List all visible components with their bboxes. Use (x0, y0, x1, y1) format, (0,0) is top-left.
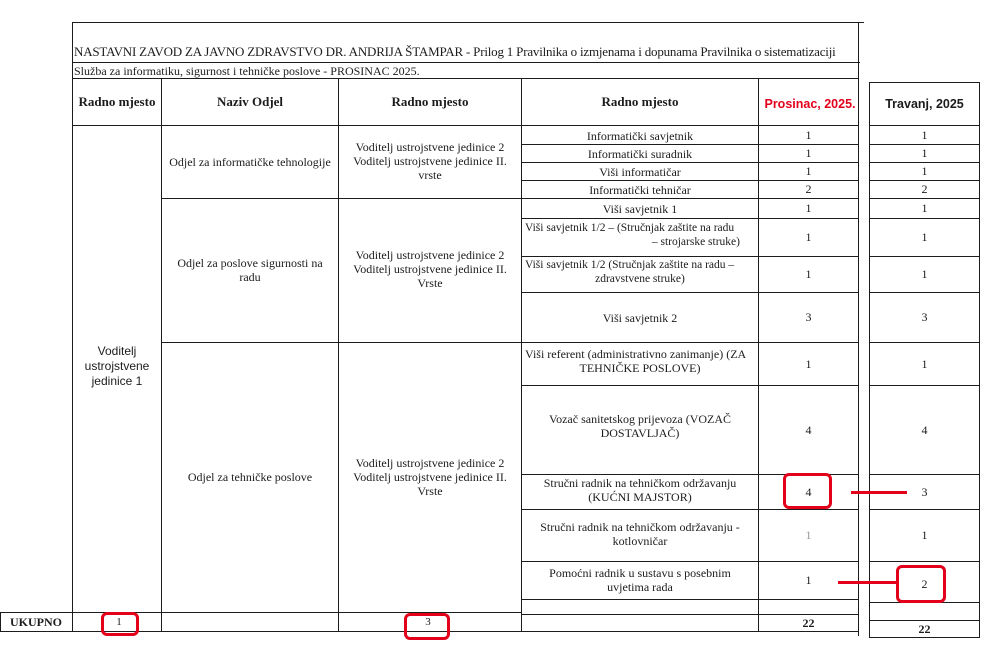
position-row (522, 163, 758, 180)
apr-count: 2 (921, 576, 928, 591)
dec-count: 3 (805, 310, 812, 324)
apr-count: 3 (921, 310, 928, 324)
footer-label: UKUPNO (10, 614, 62, 629)
position-label: Informatički savjetnik (586, 128, 694, 143)
apr-count: 1 (921, 164, 928, 178)
dec-count: 1 (805, 356, 812, 371)
position-row (522, 412, 758, 440)
dec-count: 1 (805, 146, 812, 160)
header-radno-mjesto-3: Radno mjesto (601, 94, 679, 109)
dept-safety-name-l2: radu (239, 270, 261, 284)
apr-count: 1 (921, 128, 928, 142)
position-row (522, 347, 758, 375)
position-row (522, 476, 758, 504)
position-label-l1: Stručni radnik na tehničkom održavanju (543, 476, 737, 490)
position-label-l2: (KUĆNI MAJSTOR) (588, 490, 692, 504)
dec-count: 1 (805, 528, 812, 542)
position-label-l2: – strojarske struke) (651, 236, 740, 248)
dept-tech-head-l2: Voditelj ustrojstvene jedinice II. (353, 470, 507, 484)
apr-count: 4 (921, 422, 928, 437)
document-subtitle: Služba za informatiku, sigurnost i tehničke poslove - PROSINAC 2025. (74, 64, 420, 78)
position-row (522, 293, 758, 342)
dec-count: 1 (805, 267, 812, 281)
apr-count: 1 (921, 230, 928, 244)
position-label-l1: Viši referent (administrativno zanimanje) (ZA (525, 347, 747, 361)
dept-it-head-l2: Voditelj ustrojstvene jedinice II. (353, 154, 507, 168)
dept-safety-head (339, 248, 521, 290)
position-label: Viši informatičar (599, 164, 681, 179)
dec-count: 1 (805, 573, 812, 587)
position-row (522, 145, 758, 162)
dept-it-head-l1: Voditelj ustrojstvene jedinice 2 (355, 140, 505, 154)
apr-count: 1 (921, 267, 928, 281)
highlight-box-dec-kucni-majstor (783, 473, 832, 509)
position-row (522, 127, 758, 144)
apr-count: 1 (921, 146, 928, 160)
leader-line-2: ustrojstvene (84, 359, 150, 373)
dept-safety-head-l1: Voditelj ustrojstvene jedinice 2 (355, 248, 505, 262)
footer-col3-total: 3 (425, 616, 431, 628)
leader-line-1: Voditelj (97, 344, 137, 358)
position-row (522, 181, 758, 198)
highlight-box-apr-pomocni-radnik (896, 565, 946, 603)
apr-count: 2 (921, 182, 928, 196)
dept-safety-name-l1: Odjel za poslove sigurnosti na (177, 256, 323, 270)
header-travanj-2025: Travanj, 2025 (885, 97, 964, 111)
position-label-l2: TEHNIČKE POSLOVE) (579, 361, 701, 375)
position-label-l2: uvjetima rada (607, 580, 673, 594)
position-label: Informatički suradnik (587, 146, 693, 161)
dept-it-head-l3: vrste (418, 168, 442, 182)
position-label-l1: Viši savjetnik 1/2 – (Stručnjak zaštite na radu (525, 222, 735, 234)
position-label-l1: Pomoćni radnik u sustavu s posebnim (549, 566, 731, 580)
highlight-box-footer-col1 (101, 612, 139, 636)
arrow-line-kucni-majstor (851, 491, 907, 494)
position-label-l2: kotlovničar (612, 534, 668, 548)
header-radno-mjesto-2: Radno mjesto (391, 94, 469, 109)
position-row (522, 221, 758, 249)
position-row (522, 520, 758, 548)
apr-count: 1 (921, 201, 928, 215)
position-label-l2: DOSTAVLJAČ) (600, 426, 680, 440)
footer-apr-total: 22 (918, 621, 931, 636)
dec-count: 1 (805, 230, 812, 244)
dec-count: 1 (805, 201, 812, 215)
position-label: Viši savjetnik 2 (602, 310, 678, 325)
apr-count: 3 (921, 484, 928, 499)
dec-count: 1 (805, 164, 812, 178)
highlight-box-footer-col3 (404, 613, 450, 640)
position-row (522, 566, 758, 594)
position-label-l1: Stručni radnik na tehničkom održavanju - (540, 520, 740, 534)
header-prosinac-2025: Prosinac, 2025. (764, 97, 856, 111)
leader-cell (73, 344, 161, 389)
dec-count: 1 (805, 128, 812, 142)
position-label: Viši savjetnik 1 (602, 201, 678, 216)
position-label-l1: Viši savjetnik 1/2 (Stručnjak zaštite na radu – (525, 259, 735, 271)
arrow-line-pomocni-radnik (838, 581, 896, 584)
apr-count: 1 (921, 356, 928, 371)
footer-col1-total: 1 (116, 616, 122, 628)
dept-tech-head-l3: Vrste (417, 484, 443, 498)
dec-count: 2 (805, 182, 812, 196)
dept-tech-head-l1: Voditelj ustrojstvene jedinice 2 (355, 456, 505, 470)
position-label: Informatički tehničar (589, 182, 691, 197)
header-radno-mjesto-1: Radno mjesto (78, 94, 156, 109)
dept-it-head (339, 140, 521, 182)
dept-it-name: Odjel za informatičke tehnologije (169, 155, 331, 169)
header-naziv-odjel: Naziv Odjel (216, 94, 284, 109)
dept-safety-head-l3: Vrste (417, 276, 443, 290)
footer-dec-total: 22 (802, 615, 815, 630)
position-label-l1: Vozač sanitetskog prijevoza (VOZAČ (548, 412, 732, 426)
dept-safety-name (162, 256, 338, 284)
apr-count: 1 (921, 528, 928, 542)
leader-line-3: jedinice 1 (91, 374, 143, 388)
position-row (522, 199, 758, 218)
dept-safety-head-l2: Voditelj ustrojstvene jedinice II. (353, 262, 507, 276)
dec-count: 4 (805, 484, 812, 499)
dec-count: 4 (805, 422, 812, 437)
dept-tech-head (339, 456, 521, 498)
document-title: NASTAVNI ZAVOD ZA JAVNO ZDRAVSTVO DR. ANDRIJA ŠTAMPAR - Prilog 1 Pravilnika o izmjenama i dopunama Pravilnika o sistematizaciji (74, 44, 836, 59)
position-label-l2: zdravstvene struke) (595, 273, 685, 285)
position-row (522, 258, 758, 286)
dept-tech-name: Odjel za tehničke poslove (187, 470, 313, 484)
